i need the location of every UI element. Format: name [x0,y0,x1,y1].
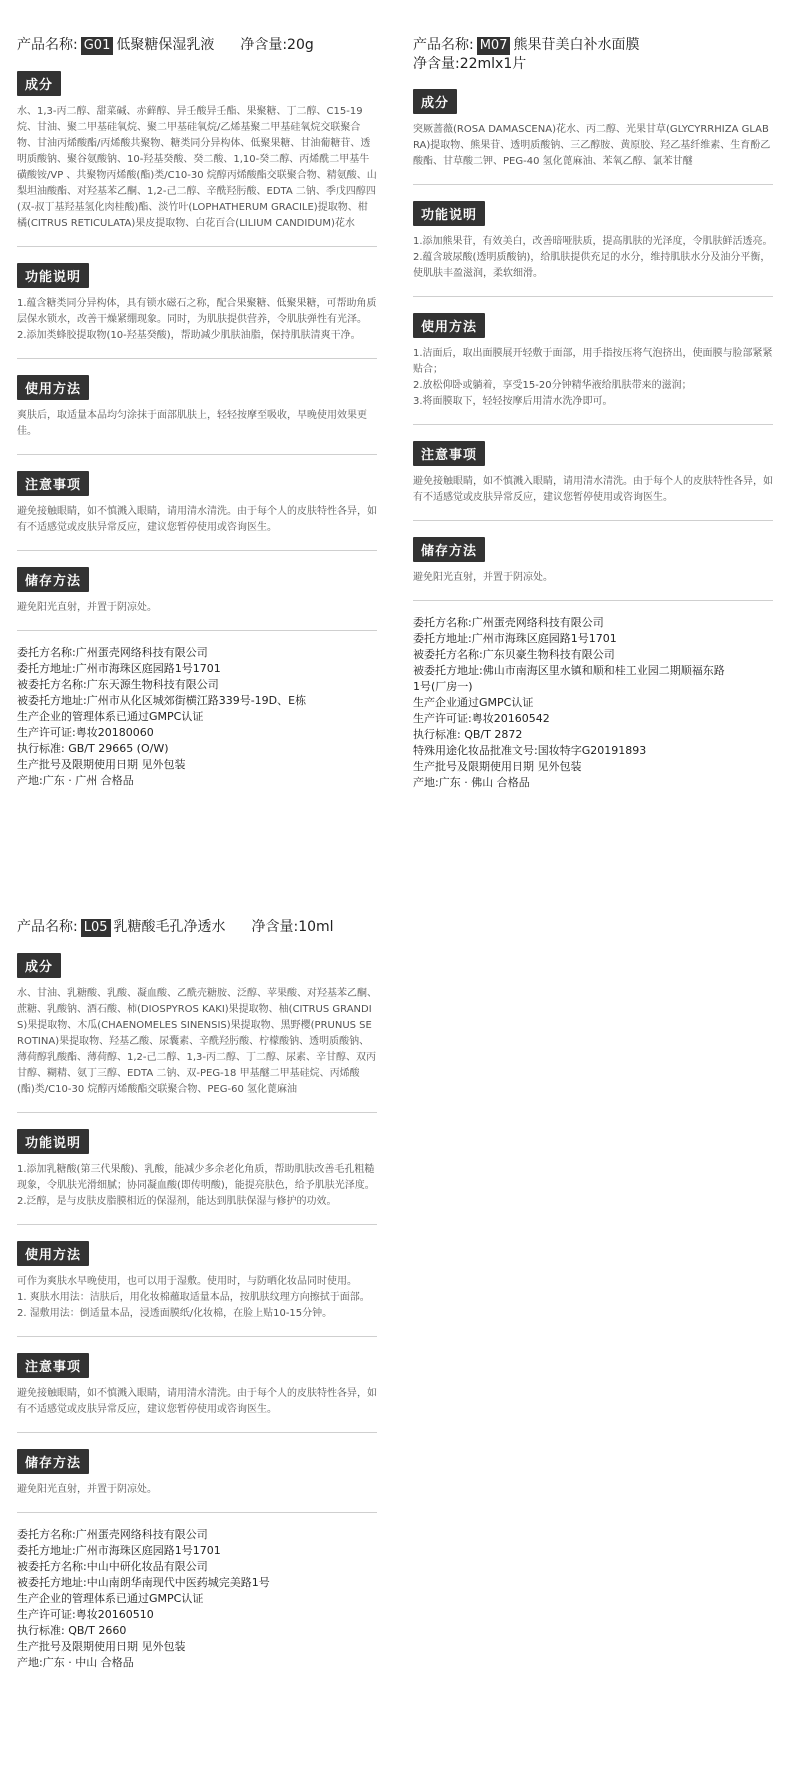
section-label: 成分 [17,71,61,96]
manufacturer-line: 生产企业的管理体系已通过GMPC认证 [17,710,204,723]
manufacturer-line: 生产批号及限期使用日期 见外包装 [17,758,186,771]
product-title [17,36,377,55]
section-text: 1.蕴含糖类同分异构体，具有锁水磁石之称，配合果聚糖、低聚果糖，可帮助角质层保水锁水，改善干燥紧绷现象。同时，为肌肤提供营养，令肌肤弹性有光泽。 2.添加类蜂胶提取物(10-羟基癸酸)，帮助减少肌肤油脂，保持肌肤清爽干净。 [17,298,377,341]
section-label: 功能说明 [413,201,485,226]
section-usage [413,313,773,425]
manufacturer-line: 委托方名称:广州蛋壳网络科技有限公司 [413,616,604,629]
manufacturer-line: 生产企业的管理体系已通过GMPC认证 [17,1592,204,1605]
section-label: 储存方法 [17,1449,89,1474]
manufacturer-line: 特殊用途化妆品批准文号:国妆特字G20191893 [413,744,647,757]
net-content: 净含量:20g [240,37,314,53]
manufacturer-line: 产地:广东 · 广州 合格品 [17,774,134,787]
section-text: 1.添加乳糖酸(第三代果酸)、乳酸，能减少多余老化角质，帮助肌肤改善毛孔粗糙现象，令肌肤光滑细腻；协同凝血酸(即传明酸)，能提亮肤色，给予肌肤光泽度。 2.泛醇，是与皮肤皮脂膜相近的保湿剂，能达到肌肤保湿与修护的功效。 [17,1164,375,1207]
manufacturer-line: 生产许可证:粤妆20180060 [17,726,154,739]
section-label: 使用方法 [413,313,485,338]
section-text: 避免接触眼睛，如不慎溅入眼睛，请用清水清洗。由于每个人的皮肤特性各异，如有不适感觉或皮肤异常反应，建议您暂停使用或咨询医生。 [17,1388,377,1415]
manufacturer-line: 委托方地址:广州市海珠区庭园路1号1701 [17,662,221,675]
manufacturer-line: 产地:广东 · 佛山 合格品 [413,776,530,789]
manufacturer-info [17,645,377,789]
manufacturer-line: 产地:广东 · 中山 合格品 [17,1656,134,1669]
manufacturer-line: 委托方地址:广州市海珠区庭园路1号1701 [413,632,617,645]
section-text: 水、1,3-丙二醇、甜菜碱、赤藓醇、异壬酸异壬酯、果聚糖、丁二醇、C15-19 烷、甘油、聚二甲基硅氧烷、聚二甲基硅氧烷/乙烯基聚二甲基硅氧烷交联聚合物、甘油丙烯酸酯/丙烯酸共聚物、糖类同分异构体、低聚果糖、甘油葡糖苷、透明质酸钠、聚谷氨酸钠、10-羟基癸酸、癸二酸、1,10-癸二醇、丙烯酰二甲基牛磺酸铵/VP 、共聚物丙烯酸(酯)类/C10-30 烷醇丙烯酸酯交联聚合物、精氨酸、山梨坦油酸酯、对羟基苯乙酮、1,2-己二醇、辛酰羟肟酸、EDTA 二钠、季戊四醇四(双-叔丁基羟基氢化肉桂酸)酯、淡竹叶(LOPHATHERUM GRACILE)提取物、柑橘(CITRUS RETICULATA)果皮提取物、白花百合(LILIUM CANDIDUM)花水 [17,106,377,229]
section-text: 爽肤后，取适量本品均匀涂抹于面部肌肤上，轻轻按摩至吸收，早晚使用效果更佳。 [17,410,367,437]
section-label: 储存方法 [17,567,89,592]
manufacturer-line: 生产许可证:粤妆20160542 [413,712,550,725]
section-ingredients [413,89,773,185]
section-text: 避免接触眼睛，如不慎溅入眼睛，请用清水清洗。由于每个人的皮肤特性各异，如有不适感觉或皮肤异常反应，建议您暂停使用或咨询医生。 [413,476,773,503]
manufacturer-line: 委托方地址:广州市海珠区庭园路1号1701 [17,1544,221,1557]
section-label: 使用方法 [17,375,89,400]
section-label: 成分 [413,89,457,114]
section-function [413,201,773,297]
section-text: 避免阳光直射，并置于阴凉处。 [17,602,157,613]
manufacturer-line: 1号(厂房一) [413,680,473,693]
manufacturer-line: 生产批号及限期使用日期 见外包装 [17,1640,186,1653]
product-name-label: 产品名称: [413,37,474,53]
product-name: 低聚糖保湿乳液 [116,37,215,53]
section-text: 避免阳光直射，并置于阴凉处。 [413,572,553,583]
manufacturer-line: 生产企业通过GMPC认证 [413,696,534,709]
manufacturer-line: 被委托方地址:中山南朗华南现代中医药城完美路1号 [17,1576,270,1589]
section-caution [17,471,377,551]
section-text: 避免阳光直射，并置于阴凉处。 [17,1484,157,1495]
manufacturer-line: 被委托方名称:中山中研化妆品有限公司 [17,1560,208,1573]
manufacturer-line: 生产许可证:粤妆20160510 [17,1608,154,1621]
product-code-badge: G01 [81,37,114,55]
section-storage [413,537,773,601]
product-name-label: 产品名称: [17,919,78,935]
section-text: 避免接触眼睛，如不慎溅入眼睛，请用清水清洗。由于每个人的皮肤特性各异，如有不适感觉或皮肤异常反应，建议您暂停使用或咨询医生。 [17,506,377,533]
section-label: 功能说明 [17,1129,89,1154]
manufacturer-info [413,615,773,791]
section-label: 储存方法 [413,537,485,562]
product-card-l05 [17,918,377,1671]
section-function [17,1129,377,1225]
section-storage [17,567,377,631]
product-title [17,918,377,937]
section-usage [17,1241,377,1337]
manufacturer-line: 被委托方名称:广东天源生物科技有限公司 [17,678,219,691]
product-code-badge: L05 [81,919,111,937]
product-name-label: 产品名称: [17,37,78,53]
net-content: 净含量:10ml [251,919,334,935]
section-label: 成分 [17,953,61,978]
section-usage [17,375,377,455]
manufacturer-line: 委托方名称:广州蛋壳网络科技有限公司 [17,646,208,659]
product-card-g01 [17,36,377,789]
section-label: 注意事项 [17,471,89,496]
manufacturer-line: 执行标准: QB/T 2660 [17,1624,127,1637]
section-label: 注意事项 [17,1353,89,1378]
product-name: 乳糖酸毛孔净透水 [113,919,226,935]
section-function [17,263,377,359]
manufacturer-line: 生产批号及限期使用日期 见外包装 [413,760,582,773]
product-name: 熊果苷美白补水面膜 [513,37,640,53]
manufacturer-info [17,1527,377,1671]
section-label: 功能说明 [17,263,89,288]
section-label: 使用方法 [17,1241,89,1266]
manufacturer-line: 执行标准: GB/T 29665 (O/W) [17,742,169,755]
product-code-badge: M07 [477,37,511,55]
section-label: 注意事项 [413,441,485,466]
manufacturer-line: 被委托方名称:广东贝豪生物科技有限公司 [413,648,615,661]
section-text: 可作为爽肤水早晚使用，也可以用于湿敷。使用时，与防晒化妆品同时使用。 1. 爽肤水用法：洁肤后，用化妆棉蘸取适量本品，按肌肤纹理方向擦拭于面部。 2. 湿敷用法：倒适量本品，浸透面膜纸/化妆棉，在脸上贴10-15分钟。 [17,1276,370,1319]
manufacturer-line: 被委托方地址:佛山市南海区里水镇和顺和桂工业园二期顺福东路 [413,664,725,677]
section-text: 1.洁面后，取出面膜展开轻敷于面部，用手指按压将气泡挤出，使面膜与脸部紧紧贴合； 2.放松仰卧或躺着，享受15-20分钟精华液给肌肤带来的滋润； 3.将面膜取下，轻轻按摩后用清水洗净即可。 [413,348,773,407]
section-caution [413,441,773,521]
section-text: 水、甘油、乳糖酸、乳酸、凝血酸、乙酰壳糖胺、泛醇、苹果酸、对羟基苯乙酮、蔗糖、乳酸钠、酒石酸、柿(DIOSPYROS KAKI)果提取物、柚(CITRUS GRANDIS)果提取物、木瓜(CHAENOMELES SINENSIS)果提取物、黑野樱(PRUNUS SEROTINA)果提取物、羟基乙酸、尿囊素、辛酰羟肟酸、柠檬酸钠、透明质酸钠、薄荷醇乳酸酯、薄荷醇、1,2-己二醇、1,3-丙二醇、丁二醇、尿素、辛甘醇、双丙甘醇、糊精、氨丁三醇、EDTA 二钠、双-PEG-18 甲基醚二甲基硅烷、丙烯酸(酯)类/C10-30 烷醇丙烯酸酯交联聚合物、PEG-60 氢化蓖麻油 [17,988,377,1095]
section-text: 突厥蔷薇(ROSA DAMASCENA)花水、丙二醇、光果甘草(GLYCYRRHIZA GLABRA)提取物、熊果苷、透明质酸钠、三乙醇胺、黄原胶、羟乙基纤维素、生育酚乙酸酯、甘草酸二钾、PEG-40 氢化蓖麻油、苯氧乙醇、氯苯甘醚 [413,124,771,167]
section-text: 1.添加熊果苷，有效美白，改善暗哑肤质，提高肌肤的光泽度，令肌肤鲜活透亮。 2.蕴含玻尿酸(透明质酸钠)，给肌肤提供充足的水分，维持肌肤水分及油分平衡，使肌肤丰盈滋润，柔软细滑。 [413,236,773,279]
manufacturer-line: 委托方名称:广州蛋壳网络科技有限公司 [17,1528,208,1541]
manufacturer-line: 执行标准: QB/T 2872 [413,728,523,741]
product-title [413,36,773,73]
section-ingredients [17,71,377,247]
product-card-m07 [413,36,773,791]
section-storage [17,1449,377,1513]
net-content: 净含量:22mlx1片 [413,56,527,72]
manufacturer-line: 被委托方地址:广州市从化区城郊街横江路339号-19D、E栋 [17,694,307,707]
section-ingredients [17,953,377,1113]
section-caution [17,1353,377,1433]
